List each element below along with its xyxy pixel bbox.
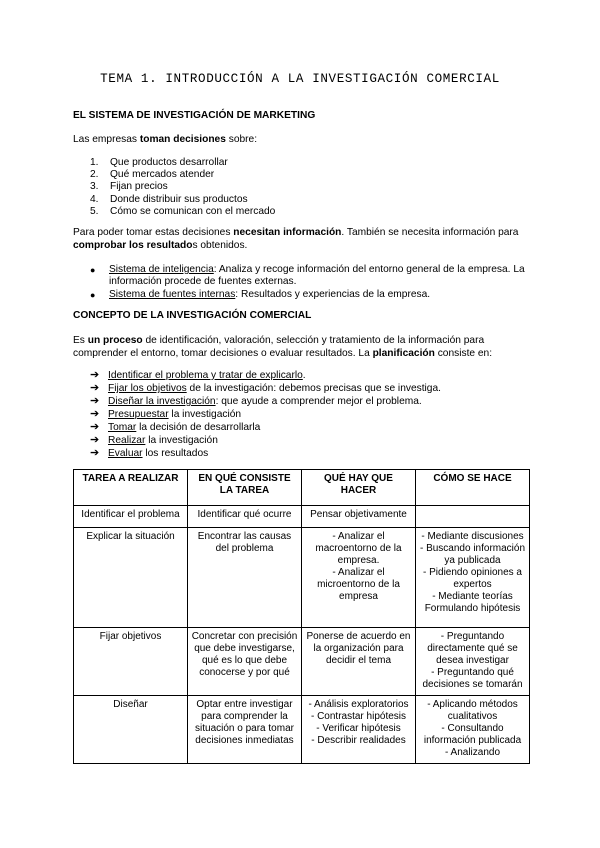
para-bold: un proceso [87,335,143,346]
table-cell: Encontrar las causas del problema [188,528,302,628]
table-cell: Diseñar [74,696,188,764]
step-label: Presupuestar [108,409,169,420]
section-heading-sistema: EL SISTEMA DE INVESTIGACIÓN DE MARKETING [73,110,316,121]
table-row [74,528,530,628]
list-number: 3. [90,181,99,193]
para-bold: comprobar los resultado [73,239,193,251]
table-header-row [74,470,530,506]
table-cell: Concretar con precisión que debe investigarse, qué es lo que debe conocerse y por qué [188,628,302,696]
step-item [90,408,441,421]
list-text: Que productos desarrollar [110,157,228,168]
section-heading-concepto: CONCEPTO DE LA INVESTIGACIÓN COMERCIAL [73,310,312,321]
list-item [90,157,275,169]
step-text: : que ayude a comprender mejor el problema. [215,396,422,407]
step-text: de la investigación: debemos precisas que se investiga. [186,383,441,394]
table-row [74,506,530,528]
para-text: . También se necesita información para [341,227,519,238]
step-item [90,395,441,408]
arrow-icon: ➔ [90,369,100,381]
list-number: 5. [90,205,99,217]
arrow-icon: ➔ [90,434,100,446]
table-cell: - Analizar el macroentorno de la empresa. - Analizar el microentorno de la empresa [302,528,416,628]
list-number: 1. [90,157,99,168]
column-header: QUÉ HAY QUE HACER [302,470,416,506]
column-header: EN QUÉ CONSISTE LA TAREA [188,470,302,506]
concept-paragraph [73,335,533,360]
bullet-icon: ● [90,290,96,300]
step-item [90,447,441,460]
para-text: de identificación, valoración, selección y tratamiento de la información para comprender el entorno, tomar decisiones o evaluar resultados. La [73,335,485,359]
list-number: 4. [90,193,99,205]
step-text: la decisión de desarrollarla [136,422,261,433]
bullet-item-inteligencia [90,264,530,289]
decisions-list [90,157,275,218]
list-number: 2. [90,169,99,181]
table-row [74,696,530,764]
list-text: Qué mercados atender [110,169,215,181]
list-item [90,194,275,206]
table-row [74,628,530,696]
para-text: Para poder tomar estas decisiones [73,227,234,238]
column-header: CÓMO SE HACE [416,470,530,506]
arrow-icon: ➔ [90,408,100,420]
bullet-item-fuentes [90,289,530,301]
intro-paragraph [73,134,533,147]
step-label: Fijar los objetivos [108,383,187,394]
table-cell: - Preguntando directamente qué se desea investigar - Preguntando qué decisiones se tomarán [416,628,530,696]
table-cell: Identificar qué ocurre [188,506,302,528]
table-cell: Identificar el problema [74,506,188,528]
para-bold: planificación [372,347,435,359]
list-item [90,181,275,193]
step-text: los resultados [142,448,209,459]
column-header: TAREA A REALIZAR [74,470,188,506]
list-text: Cómo se comunican con el mercado [110,205,276,217]
list-text: Fijan precios [110,181,168,193]
arrow-icon: ➔ [90,447,100,459]
table-cell: Pensar objetivamente [302,506,416,528]
info-paragraph [73,227,533,252]
bullet-label: Sistema de fuentes internas [109,289,236,300]
bullet-label: Sistema de inteligencia [109,264,214,275]
para-text: consiste en: [434,347,493,359]
step-label: Realizar [108,435,146,446]
step-item [90,369,441,382]
step-item [90,421,441,434]
para-text: s obtenidos. [192,239,248,251]
step-label: Evaluar [108,448,143,459]
bullet-icon: ● [90,265,96,275]
table-cell [416,506,530,528]
step-text: la investigación [145,435,218,446]
tasks-table [73,469,530,764]
para-text: Es [73,335,88,346]
list-item [90,169,275,181]
step-text: . [302,370,306,381]
intro-bold: toman decisiones [139,134,226,145]
table-cell: - Aplicando métodos cualitativos - Consultando información publicada - Analizando [416,696,530,764]
arrow-icon: ➔ [90,395,100,407]
table-cell: - Análisis exploratorios - Contrastar hipótesis - Verificar hipótesis - Describir realidades [302,696,416,764]
step-item [90,382,441,395]
arrow-icon: ➔ [90,382,100,394]
intro-text: Las empresas [73,134,140,145]
table-cell: Ponerse de acuerdo en la organización para decidir el tema [302,628,416,696]
table-cell: Explicar la situación [74,528,188,628]
bullet-text: : Analiza y recoge información del entorno general de la empresa. La información procede de fuentes externas. [109,264,525,288]
step-label: Tomar [108,422,137,433]
step-text: la investigación [168,409,242,420]
list-item [90,206,275,218]
table-cell: Optar entre investigar para comprender la situación o para tomar decisiones inmediatas [188,696,302,764]
step-label: Identificar el problema y tratar de explicarlo [108,370,303,381]
para-bold: necesitan información [233,227,342,238]
table-cell: - Mediante discusiones - Buscando información ya publicada - Pidiendo opiniones a expertos - Mediante teorías Formulando hipótesis [416,528,530,628]
intro-text-end: sobre: [225,134,258,145]
list-text: Donde distribuir sus productos [110,193,248,205]
arrow-icon: ➔ [90,421,100,433]
step-item [90,434,441,447]
bullet-text: : Resultados y experiencias de la empresa. [235,289,431,300]
planning-steps [90,369,441,460]
table-cell: Fijar objetivos [74,628,188,696]
step-label: Diseñar la investigación [108,396,216,407]
document-title: TEMA 1. INTRODUCCIÓN A LA INVESTIGACIÓN COMERCIAL [100,72,500,86]
